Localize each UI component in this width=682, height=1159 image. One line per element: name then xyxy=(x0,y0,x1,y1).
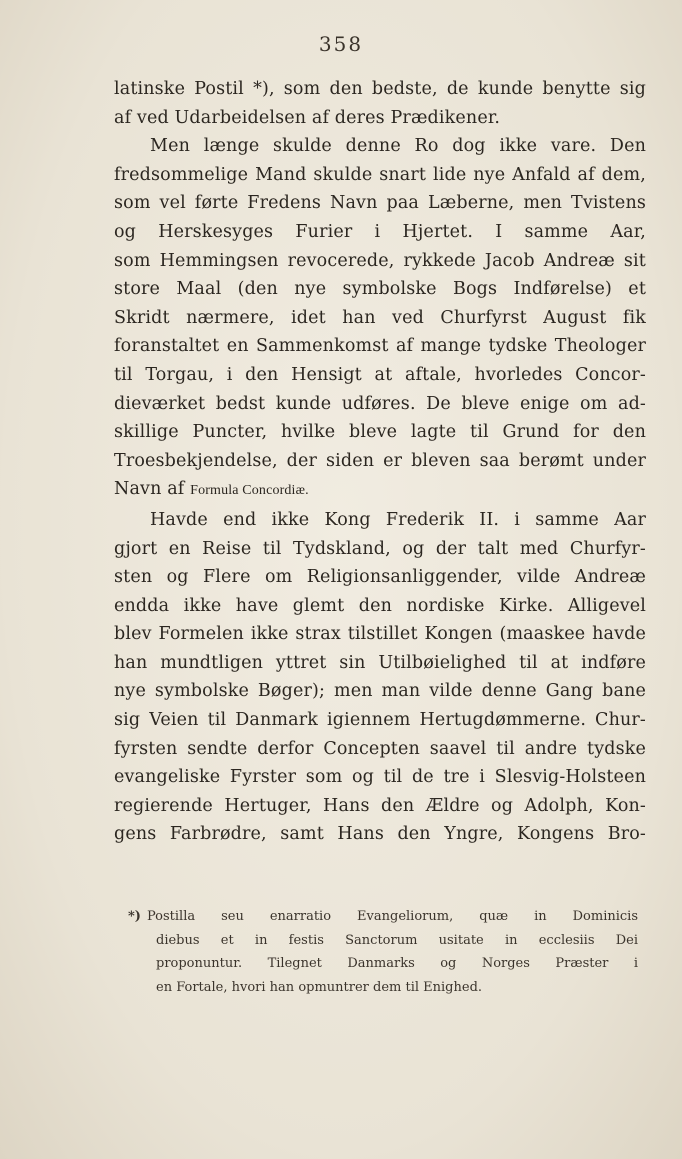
text-line: som vel førte Fredens Navn paa Læberne, men Tvistens xyxy=(114,193,646,214)
text-line: han mundtligen yttret sin Utilbøielighed til at indføre xyxy=(114,652,646,673)
text-line: latinske Postil *), som den bedste, de kunde benytte sig xyxy=(114,79,646,99)
text-line: blev Formelen ikke strax tilstillet Kongen (maaskee havde xyxy=(114,624,646,645)
text-line: Skridt nærmere, idet han ved Churfyrst August fik xyxy=(114,307,646,328)
text-line: og Herskesyges Furier i Hjertet. I samme Aar, xyxy=(114,221,646,242)
text-line: store Maal (den nye symbolske Bogs Indførelse) et xyxy=(114,279,646,300)
text-line: evangeliske Fyrster som og til de tre i Slesvig-Holsteen xyxy=(114,767,646,788)
footnote-line xyxy=(128,905,638,929)
text-line: skillige Puncter, hvilke bleve lagte til Grund for den xyxy=(114,422,646,443)
footnote-text: Postilla seu enarratio Evangeliorum, quæ in Dominicis xyxy=(146,909,638,924)
text-line: gens Farbrødre, samt Hans den Yngre, Kongens Bro- xyxy=(114,824,646,845)
footnote-line: proponuntur. Tilegnet Danmarks og Norges Præster i xyxy=(156,956,638,971)
text-line: til Torgau, i den Hensigt at aftale, hvorledes Concor- xyxy=(114,364,646,385)
footnote xyxy=(128,905,638,999)
body-text xyxy=(114,75,646,849)
text-line: Men længe skulde denne Ro dog ikke vare. Den xyxy=(150,136,646,157)
footnote-line: diebus et in festis Sanctorum usitate in ecclesiis Dei xyxy=(156,932,638,948)
footnote-marker: *) xyxy=(128,909,141,924)
text-line: af ved Udarbeidelsen af deres Prædikener. xyxy=(114,107,501,128)
text-line: foranstaltet en Sammenkomst af mange tydske Theologer xyxy=(114,336,646,357)
text-line: regierende Hertuger, Hans den Ældre og Adolph, Kon- xyxy=(114,795,646,816)
latin-phrase: Formula Concordiæ. xyxy=(190,483,309,499)
text-line: nye symbolske Bøger); men man vilde denne Gang bane xyxy=(114,681,646,702)
footnote-line: en Fortale, hvori han opmuntrer dem til Enighed. xyxy=(156,979,483,995)
text-fragment: Navn af xyxy=(114,479,185,500)
text-line: dieværket bedst kunde udføres. De bleve enige om ad- xyxy=(114,393,646,414)
text-line: gjort en Reise til Tydskland, og der talt med Churfyr- xyxy=(114,538,646,559)
text-line: sten og Flere om Religionsanliggender, vilde Andreæ xyxy=(114,567,646,588)
text-line: sig Veien til Danmark igiennem Hertugdømmerne. Chur- xyxy=(114,710,646,731)
page-number: 358 xyxy=(318,32,364,56)
text-line: fredsommelige Mand skulde snart lide nye Anfald af dem, xyxy=(114,164,646,185)
text-line-with-latin xyxy=(114,475,646,506)
text-line: fyrsten sendte derfor Concepten saavel til andre tydske xyxy=(114,738,646,759)
text-line: endda ikke have glemt den nordiske Kirke. Alligevel xyxy=(114,595,646,616)
text-line: Havde end ikke Kong Frederik II. i samme Aar xyxy=(150,509,646,530)
text-line: som Hemmingsen revocerede, rykkede Jacob Andreæ sit xyxy=(114,250,646,271)
text-line: Troesbekjendelse, der siden er bleven saa berømt under xyxy=(114,450,646,471)
